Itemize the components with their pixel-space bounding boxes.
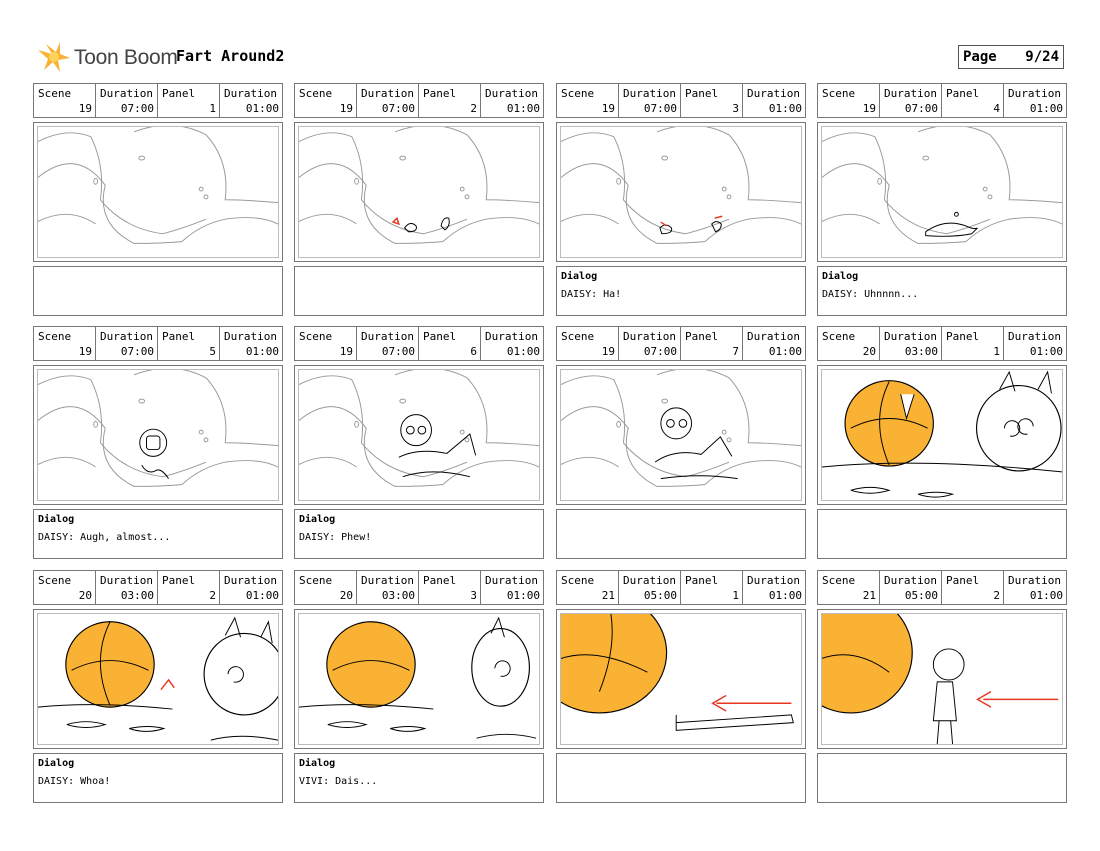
panel-cell xyxy=(681,571,743,604)
scene-number: 19 xyxy=(339,102,353,115)
panel-image[interactable] xyxy=(556,609,806,749)
scene-duration-cell xyxy=(880,84,942,117)
dialog-label xyxy=(561,514,801,528)
panel-header xyxy=(556,83,806,118)
panel-header xyxy=(294,326,544,361)
storyboard-panel xyxy=(33,83,283,316)
scene-number: 19 xyxy=(78,102,92,115)
sketch-drawing xyxy=(561,127,801,257)
panel-number: 2 xyxy=(993,589,1000,602)
scene-duration: 07:00 xyxy=(120,345,154,358)
dialog-box[interactable] xyxy=(294,266,544,316)
storyboard-panel xyxy=(33,570,283,803)
scene-duration: 03:00 xyxy=(381,589,415,602)
panel-label: Panel xyxy=(162,87,196,100)
scene-duration-cell xyxy=(357,327,419,360)
panel-duration-cell xyxy=(1004,327,1066,360)
scene-duration-label: Duration xyxy=(100,574,153,587)
dialog-text: DAISY: Whoa! xyxy=(38,776,111,787)
panel-image-frame xyxy=(821,126,1063,258)
panel-label: Panel xyxy=(423,330,457,343)
panel-duration-label: Duration xyxy=(1008,87,1061,100)
scene-duration: 07:00 xyxy=(643,345,677,358)
panel-header xyxy=(556,326,806,361)
panel-duration: 01:00 xyxy=(768,102,802,115)
dialog-box[interactable] xyxy=(556,753,806,803)
panel-duration-cell xyxy=(743,327,805,360)
scene-label: Scene xyxy=(561,87,595,100)
panel-header xyxy=(33,326,283,361)
brand-name: Toon Boom xyxy=(74,46,178,69)
panel-label: Panel xyxy=(685,574,719,587)
panel-image[interactable] xyxy=(294,609,544,749)
dialog-text: DAISY: Uhnnnn... xyxy=(822,289,919,300)
dialog-box[interactable] xyxy=(33,753,283,803)
panel-image-frame xyxy=(560,369,802,501)
panel-image-frame xyxy=(560,126,802,258)
panel-duration-cell xyxy=(1004,571,1066,604)
scene-cell xyxy=(295,84,357,117)
sketch-drawing xyxy=(822,370,1062,500)
panel-duration-label: Duration xyxy=(747,330,800,343)
panel-duration-cell xyxy=(743,571,805,604)
sketch-drawing xyxy=(299,370,539,500)
scene-duration-cell xyxy=(96,84,158,117)
scene-cell xyxy=(818,84,880,117)
storyboard-panel xyxy=(33,326,283,559)
panel-duration-label: Duration xyxy=(485,574,538,587)
panel-image[interactable] xyxy=(556,122,806,262)
scene-number: 21 xyxy=(601,589,615,602)
scene-duration-label: Duration xyxy=(623,574,676,587)
scene-duration-label: Duration xyxy=(884,87,937,100)
dialog-box[interactable] xyxy=(556,266,806,316)
storyboard-panel xyxy=(817,570,1067,803)
sketch-drawing xyxy=(561,614,801,744)
panel-image[interactable] xyxy=(817,365,1067,505)
scene-duration: 05:00 xyxy=(643,589,677,602)
toon-boom-star-icon xyxy=(36,40,72,76)
dialog-label xyxy=(299,271,539,285)
panel-number: 3 xyxy=(470,589,477,602)
panel-image-frame xyxy=(298,126,540,258)
panel-number: 2 xyxy=(209,589,216,602)
panel-duration-cell xyxy=(481,84,543,117)
scene-label: Scene xyxy=(561,574,595,587)
scene-duration-label: Duration xyxy=(100,87,153,100)
panel-cell xyxy=(681,84,743,117)
scene-label: Scene xyxy=(38,574,72,587)
panel-image-frame xyxy=(298,613,540,745)
panel-image-frame xyxy=(298,369,540,501)
dialog-box[interactable] xyxy=(817,509,1067,559)
scene-cell xyxy=(34,571,96,604)
panel-label: Panel xyxy=(946,330,980,343)
dialog-label: Dialog xyxy=(822,271,859,282)
dialog-text: DAISY: Ha! xyxy=(561,289,622,300)
storyboard-panel xyxy=(294,326,544,559)
scene-duration-cell xyxy=(619,84,681,117)
dialog-label: Dialog xyxy=(299,758,336,769)
sketch-drawing xyxy=(38,127,278,257)
scene-duration-label: Duration xyxy=(884,330,937,343)
panel-cell xyxy=(158,571,220,604)
dialog-box[interactable] xyxy=(33,509,283,559)
panel-label: Panel xyxy=(162,574,196,587)
panel-duration-cell xyxy=(1004,84,1066,117)
dialog-box[interactable] xyxy=(817,753,1067,803)
scene-label: Scene xyxy=(822,87,856,100)
dialog-text: DAISY: Augh, almost... xyxy=(38,532,171,543)
panel-number: 5 xyxy=(209,345,216,358)
panel-duration-label: Duration xyxy=(1008,330,1061,343)
panel-duration-label: Duration xyxy=(224,330,277,343)
panel-label: Panel xyxy=(685,330,719,343)
storyboard-panel xyxy=(294,570,544,803)
scene-duration-cell xyxy=(619,327,681,360)
scene-duration: 03:00 xyxy=(904,345,938,358)
scene-duration-label: Duration xyxy=(100,330,153,343)
scene-label: Scene xyxy=(299,87,333,100)
scene-duration-cell xyxy=(357,84,419,117)
panel-duration-cell xyxy=(220,571,282,604)
scene-cell xyxy=(818,327,880,360)
sketch-drawing xyxy=(38,614,278,744)
panel-header xyxy=(556,570,806,605)
dialog-text: DAISY: Phew! xyxy=(299,532,372,543)
panel-image-frame xyxy=(821,369,1063,501)
sketch-drawing xyxy=(38,370,278,500)
scene-label: Scene xyxy=(38,87,72,100)
panel-duration: 01:00 xyxy=(768,589,802,602)
dialog-text: VIVI: Dais... xyxy=(299,776,378,787)
scene-duration: 03:00 xyxy=(120,589,154,602)
panel-duration-cell xyxy=(743,84,805,117)
panel-label: Panel xyxy=(946,87,980,100)
panel-duration-label: Duration xyxy=(1008,574,1061,587)
panel-label: Panel xyxy=(423,87,457,100)
panel-duration: 01:00 xyxy=(1029,589,1063,602)
dialog-label: Dialog xyxy=(561,271,598,282)
panel-duration-label: Duration xyxy=(747,574,800,587)
scene-duration-cell xyxy=(96,571,158,604)
scene-duration: 07:00 xyxy=(643,102,677,115)
panel-header xyxy=(294,570,544,605)
panel-label: Panel xyxy=(685,87,719,100)
scene-cell xyxy=(34,84,96,117)
scene-cell xyxy=(295,327,357,360)
page-label: Page xyxy=(963,49,997,65)
scene-number: 19 xyxy=(862,102,876,115)
sketch-drawing xyxy=(822,127,1062,257)
panel-number: 1 xyxy=(993,345,1000,358)
scene-label: Scene xyxy=(561,330,595,343)
scene-duration-cell xyxy=(357,571,419,604)
panel-cell xyxy=(942,571,1004,604)
project-title: Fart Around2 xyxy=(176,47,285,65)
scene-number: 19 xyxy=(601,102,615,115)
scene-duration-cell xyxy=(619,571,681,604)
panel-duration: 01:00 xyxy=(506,102,540,115)
panel-number: 6 xyxy=(470,345,477,358)
panel-number: 1 xyxy=(209,102,216,115)
panel-cell xyxy=(158,327,220,360)
scene-number: 20 xyxy=(862,345,876,358)
panel-label: Panel xyxy=(423,574,457,587)
scene-duration-cell xyxy=(880,327,942,360)
panel-image[interactable] xyxy=(33,365,283,505)
scene-cell xyxy=(818,571,880,604)
scene-label: Scene xyxy=(822,330,856,343)
panel-header xyxy=(33,570,283,605)
panel-image-frame xyxy=(37,369,279,501)
scene-duration: 05:00 xyxy=(904,589,938,602)
panel-number: 7 xyxy=(732,345,739,358)
storyboard-panel xyxy=(556,326,806,559)
panel-image[interactable] xyxy=(556,365,806,505)
panel-image[interactable] xyxy=(817,122,1067,262)
panel-duration-cell xyxy=(220,327,282,360)
panel-cell xyxy=(419,327,481,360)
panel-duration: 01:00 xyxy=(506,345,540,358)
panel-cell xyxy=(942,327,1004,360)
page-indicator xyxy=(958,45,1064,69)
scene-label: Scene xyxy=(299,330,333,343)
storyboard-panel xyxy=(817,83,1067,316)
panel-label: Panel xyxy=(162,330,196,343)
scene-cell xyxy=(557,571,619,604)
panel-image[interactable] xyxy=(33,609,283,749)
scene-number: 19 xyxy=(78,345,92,358)
scene-duration: 07:00 xyxy=(120,102,154,115)
page-number: 9/24 xyxy=(1025,49,1059,65)
scene-label: Scene xyxy=(822,574,856,587)
scene-cell xyxy=(557,327,619,360)
panel-duration: 01:00 xyxy=(245,102,279,115)
scene-duration: 07:00 xyxy=(904,102,938,115)
panel-cell xyxy=(158,84,220,117)
panel-duration: 01:00 xyxy=(506,589,540,602)
scene-number: 20 xyxy=(78,589,92,602)
dialog-label: Dialog xyxy=(299,514,336,525)
scene-cell xyxy=(34,327,96,360)
scene-number: 19 xyxy=(601,345,615,358)
panel-image-frame xyxy=(37,126,279,258)
panel-duration-cell xyxy=(481,327,543,360)
dialog-box[interactable] xyxy=(33,266,283,316)
sketch-drawing xyxy=(561,370,801,500)
dialog-box[interactable] xyxy=(556,509,806,559)
scene-duration-cell xyxy=(96,327,158,360)
scene-duration-cell xyxy=(880,571,942,604)
storyboard-panel xyxy=(817,326,1067,559)
panel-number: 3 xyxy=(732,102,739,115)
panel-duration-label: Duration xyxy=(747,87,800,100)
panel-number: 4 xyxy=(993,102,1000,115)
sketch-drawing xyxy=(299,127,539,257)
panel-header xyxy=(817,570,1067,605)
scene-duration-label: Duration xyxy=(884,574,937,587)
scene-duration: 07:00 xyxy=(381,102,415,115)
panel-duration-cell xyxy=(220,84,282,117)
panel-number: 1 xyxy=(732,589,739,602)
scene-number: 19 xyxy=(339,345,353,358)
scene-duration-label: Duration xyxy=(623,330,676,343)
dialog-label xyxy=(822,514,1062,528)
panel-image[interactable] xyxy=(294,122,544,262)
panel-duration: 01:00 xyxy=(1029,345,1063,358)
panel-image-frame xyxy=(560,613,802,745)
panel-duration: 01:00 xyxy=(245,589,279,602)
panel-duration: 01:00 xyxy=(245,345,279,358)
toon-boom-logo xyxy=(36,38,178,78)
scene-cell xyxy=(295,571,357,604)
panel-duration: 01:00 xyxy=(1029,102,1063,115)
panel-image[interactable] xyxy=(294,365,544,505)
panel-header xyxy=(817,83,1067,118)
dialog-label xyxy=(561,758,801,772)
storyboard-panel xyxy=(556,83,806,316)
panel-image-frame xyxy=(821,613,1063,745)
scene-duration-label: Duration xyxy=(361,330,414,343)
dialog-box[interactable] xyxy=(294,509,544,559)
dialog-label xyxy=(38,271,278,285)
panel-image[interactable] xyxy=(817,609,1067,749)
panel-header xyxy=(33,83,283,118)
panel-label: Panel xyxy=(946,574,980,587)
panel-image[interactable] xyxy=(33,122,283,262)
panel-duration: 01:00 xyxy=(768,345,802,358)
panel-duration-label: Duration xyxy=(224,574,277,587)
scene-number: 20 xyxy=(339,589,353,602)
dialog-box[interactable] xyxy=(294,753,544,803)
panel-cell xyxy=(419,571,481,604)
scene-label: Scene xyxy=(299,574,333,587)
scene-cell xyxy=(557,84,619,117)
scene-duration-label: Duration xyxy=(361,87,414,100)
panel-duration-cell xyxy=(481,571,543,604)
panel-cell xyxy=(942,84,1004,117)
storyboard-panel xyxy=(556,570,806,803)
scene-label: Scene xyxy=(38,330,72,343)
dialog-box[interactable] xyxy=(817,266,1067,316)
scene-duration-label: Duration xyxy=(623,87,676,100)
dialog-label xyxy=(822,758,1062,772)
sketch-drawing xyxy=(822,614,1062,744)
panel-number: 2 xyxy=(470,102,477,115)
scene-duration-label: Duration xyxy=(361,574,414,587)
panel-header xyxy=(294,83,544,118)
panel-duration-label: Duration xyxy=(485,330,538,343)
panel-duration-label: Duration xyxy=(485,87,538,100)
panel-cell xyxy=(419,84,481,117)
panel-cell xyxy=(681,327,743,360)
panel-duration-label: Duration xyxy=(224,87,277,100)
scene-number: 21 xyxy=(862,589,876,602)
sketch-drawing xyxy=(299,614,539,744)
dialog-label: Dialog xyxy=(38,758,75,769)
panel-header xyxy=(817,326,1067,361)
dialog-label: Dialog xyxy=(38,514,75,525)
panel-image-frame xyxy=(37,613,279,745)
storyboard-panel xyxy=(294,83,544,316)
scene-duration: 07:00 xyxy=(381,345,415,358)
